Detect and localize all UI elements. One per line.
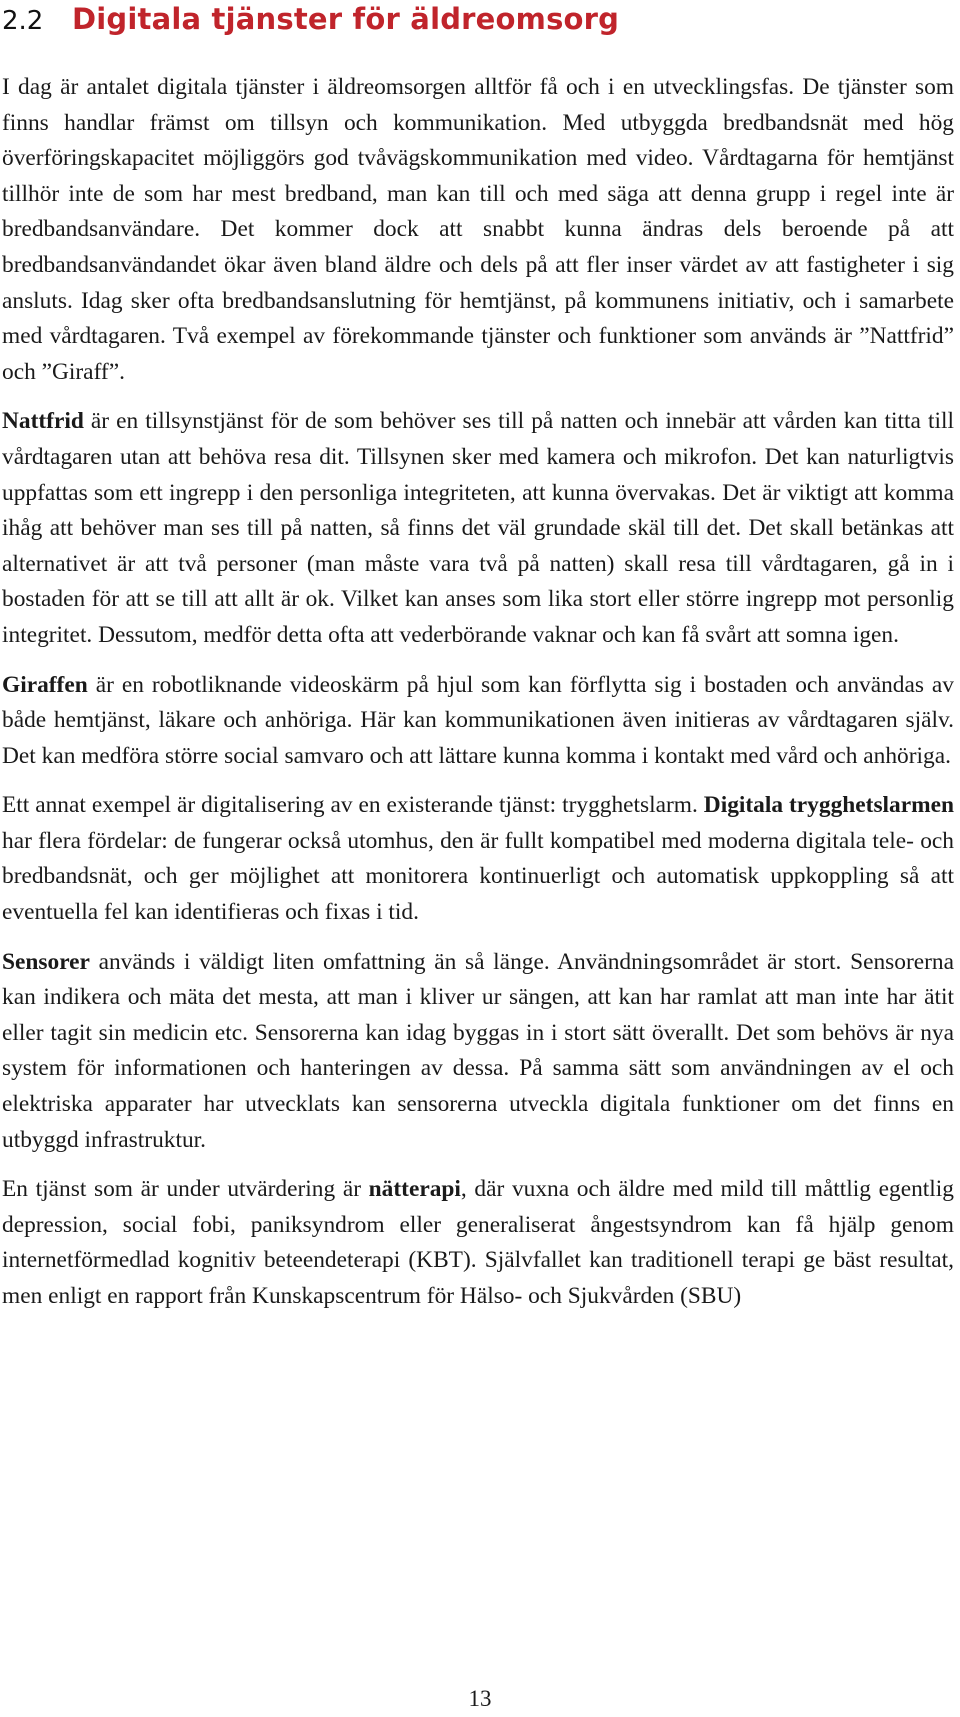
paragraph-giraffen [2,668,954,775]
paragraph-natterapi [2,1172,954,1314]
term-giraffen: Giraffen [2,671,88,698]
term-natterapi: nätterapi [368,1176,461,1203]
section-heading [2,0,954,44]
paragraph-trygghetslarm [2,788,954,930]
paragraph-nattfrid-text: är en tillsynstjänst för de som behöver ses till på natten och innebär att vården kan titta till vårdtagaren utan att behöva resa dit. Tillsynen sker med kamera och mikrofon. Det kan naturligtvis uppfattas som ett ingrepp i den personliga integriteten, att kunna övervakas. Det är viktigt att komma ihåg att behöver man ses till på natten, så finns det väl grundade skäl till det. Det skall betänkas att alternativet är att två personer (man måste vara två på natten) skall resa till vårdtagaren, gå in i bostaden för att se till att allt är ok. Vilket kan anses som lika stort eller större ingrepp mot personlig integritet. Dessutom, medför detta ofta att vederbörande vaknar och kan få svårt att somna igen. [2,408,954,648]
paragraph-intro [2,70,954,390]
paragraph-nattfrid [2,404,954,653]
paragraph-sensorer-text: används i väldigt liten omfattning än så länge. Användningsområdet är stort. Sensorerna kan indikera och mäta det mesta, att man i kliver ur sängen, att kan har ramlat att man inte har ätit eller tagit sin medicin etc. Sensorerna kan idag byggas in i stort sätt överallt. Det som behövs är nya system för informationen och hanteringen av dessa. På samma sätt som användningen av el och elektriska apparater har utvecklats kan sensorerna utveckla digitala funktioner om det finns en utbyggd infrastruktur. [2,948,954,1153]
paragraph-giraffen-text: är en robotliknande videoskärm på hjul som kan förflytta sig i bostaden och användas av både hemtjänst, läkare och anhöriga. Här kan kommunikationen även initieras av vårdtagaren själv. Det kan medföra större social samvaro och att lättare kunna komma i kontakt med vård och anhöriga. [2,671,954,769]
paragraph-trygghetslarm-text: har flera fördelar: de fungerar också utomhus, den är fullt kompatibel med moderna digitala tele- och bredbandsnät, och ger möjlighet att monitorera kontinuerligt och automatisk uppkoppling så att eventuella fel kan identifieras och fixas i tid. [2,827,954,926]
paragraph-trygghetslarm-intro: Ett annat exempel är digitalisering av en existerande tjänst: trygghetslarm. [2,792,704,819]
section-title: Digitala tjänster för äldreomsorg [72,2,620,36]
paragraph-natterapi-text: , där vuxna och äldre med mild till måttlig egentlig depression, social fobi, paniksyndrom eller generaliserat ångestsyndrom kan få hjälp genom internetförmedlad kognitiv beteendeterapi (KBT). Självfallet kan traditionell terapi ge bäst resultat, men enligt en rapport från Kunskapscentrum för Hälso- och Sjukvården (SBU) [2,1176,954,1309]
section-number: 2.2 [2,6,44,36]
paragraph-intro-text: I dag är antalet digitala tjänster i äldreomsorgen alltför få och i en utvecklingsfas. De tjänster som finns handlar främst om tillsyn och kommunikation. Med utbyggda bredbandsnät med hög överföringskapacitet möjliggörs god tvåvägskommunikation med video. Vårdtagarna för hemtjänst tillhör inte de som har mest bredband, man kan till och med säga att denna grupp i regel inte är bredbandsanvändare. Det kommer dock att snabbt kunna ändras dels beroende på att bredbandsanvändandet ökar även bland äldre och dels på att fler inser värdet av att fastigheter i sig ansluts. Idag sker ofta bredbandsanslutning för hemtjänst, på kommunens initiativ, och i samarbete med vårdtagaren. Två exempel av förekommande tjänster och funktioner som används är ”Nattfrid” och ”Giraff”. [2,74,954,385]
paragraph-sensorer [2,945,954,1159]
term-sensorer: Sensorer [2,948,90,975]
page-number: 13 [468,1686,492,1711]
term-digitala-trygghetslarmen: Digitala trygghetslarmen [703,792,954,819]
paragraph-natterapi-intro: En tjänst som är under utvärdering är [2,1176,369,1203]
term-nattfrid: Nattfrid [2,408,84,435]
